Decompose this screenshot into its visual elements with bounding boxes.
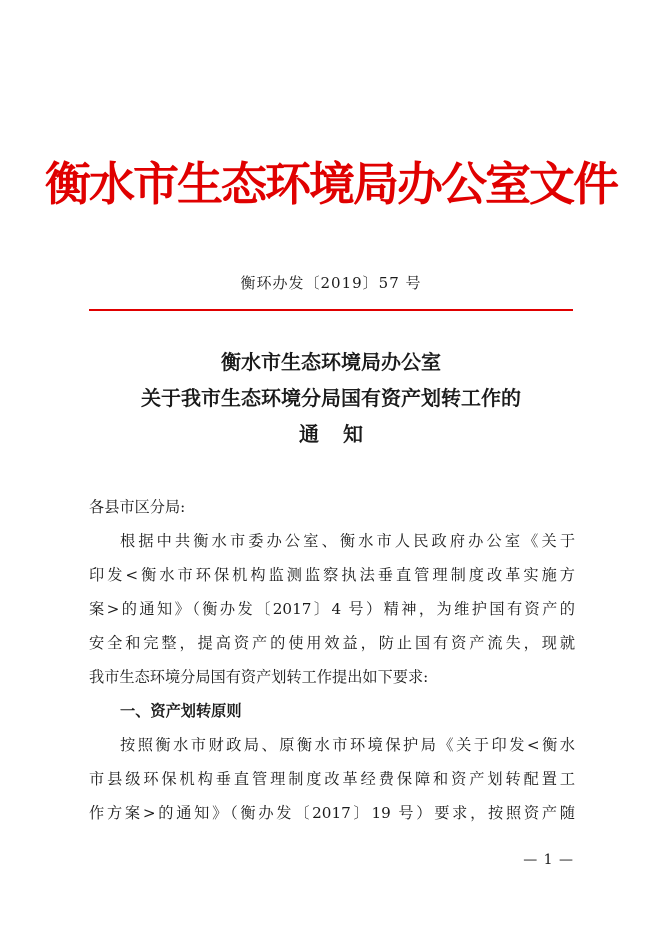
paragraph-1-line-2: 印发<衡水市环保机构监测监察执法垂直管理制度改革实施方 xyxy=(89,566,575,584)
paragraph-1-line-1: 根据中共衡水市委办公室、衡水市人民政府办公室《关于 xyxy=(120,532,575,550)
document-number: 衡环办发〔2019〕57 号 xyxy=(240,274,422,292)
notice-title-line-2: 关于我市生态环境分局国有资产划转工作的 xyxy=(141,386,521,410)
page-number: — 1 — xyxy=(523,852,574,868)
red-separator-line xyxy=(89,309,573,311)
paragraph-1-line-4: 安全和完整，提高资产的使用效益，防止国有资产流失，现就 xyxy=(89,634,575,652)
paragraph-1-line-5: 我市生态环境分局国有资产划转工作提出如下要求: xyxy=(89,668,429,686)
paragraph-2-line-3: 作方案>的通知》（衡办发〔2017〕19 号）要求，按照资产随 xyxy=(89,804,575,822)
paragraph-1-line-3: 案>的通知》（衡办发〔2017〕4 号）精神，为维护国有资产的 xyxy=(89,600,575,618)
salutation: 各县市区分局: xyxy=(89,498,186,516)
notice-title-line-3: 通知 xyxy=(299,422,387,446)
paragraph-2-line-1: 按照衡水市财政局、原衡水市环境保护局《关于印发<衡水 xyxy=(120,736,575,754)
notice-title xyxy=(0,344,662,452)
document-header-title: 衡水市生态环境局办公室文件 xyxy=(45,157,617,211)
paragraph-2-line-2: 市县级环保机构垂直管理制度改革经费保障和资产划转配置工 xyxy=(89,770,575,788)
section-1-heading: 一、资产划转原则 xyxy=(120,702,242,720)
notice-title-line-1: 衡水市生态环境局办公室 xyxy=(221,350,441,374)
document-body xyxy=(89,490,575,830)
